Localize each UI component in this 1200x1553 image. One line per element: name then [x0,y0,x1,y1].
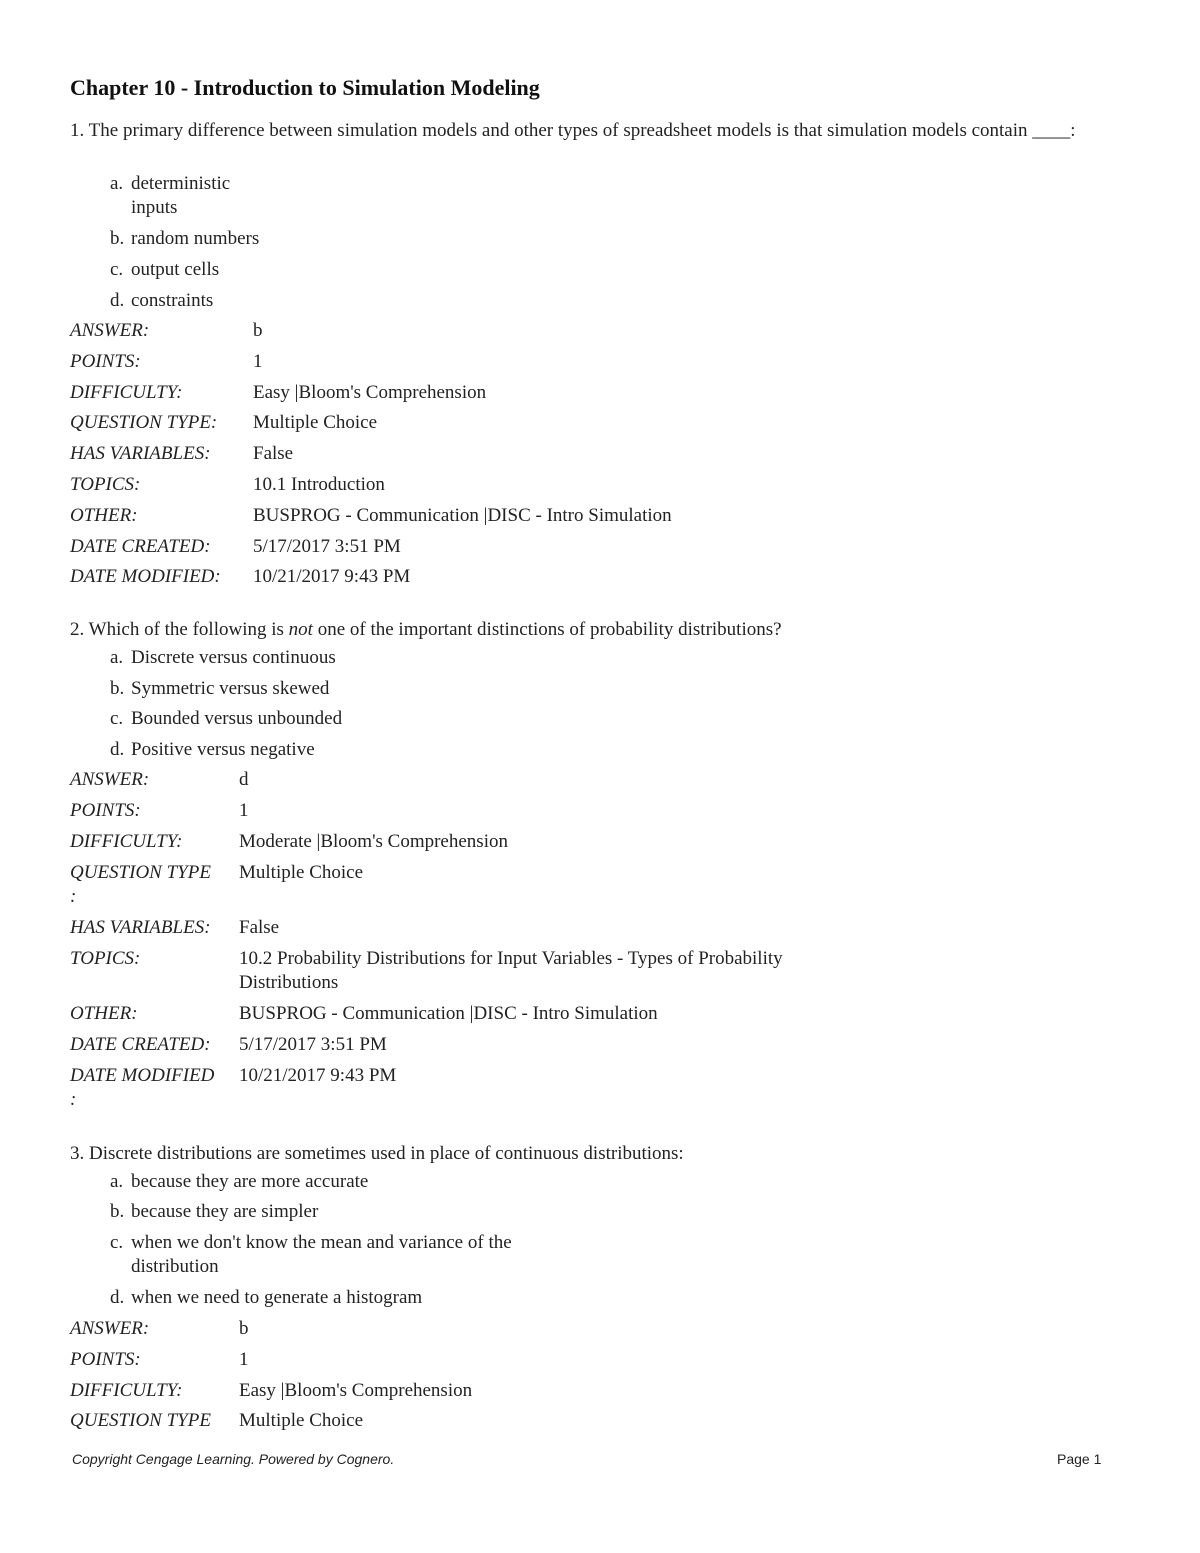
meta-label-answer: ANSWER: [70,769,150,790]
meta-value-topics: 10.2 Probability Distributions for Input Variables - Types of Probability Distributions [239,948,783,993]
option-letter: c. [110,1232,124,1253]
question-text [70,1142,1110,1166]
question-prompt-end: one of the important distinctions of probability distributions? [312,619,782,640]
question-text [70,119,1110,143]
meta-value-other: BUSPROG - Communication |DISC - Intro Simulation [253,505,672,526]
meta-label-points: POINTS: [70,800,141,821]
option-text: because they are more accurate [131,1171,369,1192]
meta-label-answer: ANSWER: [70,1318,150,1339]
meta-value-answer: b [239,1318,249,1339]
option-text: random numbers [131,228,260,249]
meta-value-difficulty: Easy |Bloom's Comprehension [239,1380,473,1401]
question-number: 1. [70,120,85,141]
meta-value-difficulty: Easy |Bloom's Comprehension [253,382,487,403]
meta-label-points: POINTS: [70,1349,141,1370]
option-letter: a. [110,1171,124,1192]
option-text: when we need to generate a histogram [131,1287,423,1308]
meta-value-date-created: 5/17/2017 3:51 PM [239,1034,387,1055]
answer-option [110,1286,422,1310]
meta-label-date-modified: DATE MODIFIED : [70,1065,215,1110]
option-letter: d. [110,739,125,760]
meta-label-topics: TOPICS: [70,474,141,495]
answer-option [110,172,230,220]
chapter-title: Chapter 10 - Introduction to Simulation Modeling [70,75,540,100]
meta-value-date-created: 5/17/2017 3:51 PM [253,536,401,557]
answer-option [110,258,219,282]
answer-option [110,646,336,670]
option-letter: c. [110,708,124,729]
answer-option [110,1231,512,1279]
meta-label-difficulty: DIFFICULTY: [70,382,183,403]
option-letter: b. [110,228,125,249]
meta-value-date-modified: 10/21/2017 9:43 PM [253,566,411,587]
question-number: 2. [70,619,85,640]
option-letter: d. [110,290,125,311]
meta-value-other: BUSPROG - Communication |DISC - Intro Simulation [239,1003,658,1024]
meta-label-question-type: QUESTION TYPE : [70,862,211,907]
option-text: output cells [131,259,220,280]
meta-label-date-created: DATE CREATED: [70,1034,211,1055]
meta-label-date-created: DATE CREATED: [70,536,211,557]
meta-label-points: POINTS: [70,351,141,372]
meta-value-has-variables: False [253,443,294,464]
answer-option [110,677,329,701]
option-text: when we don't know the mean and variance of the distribution [131,1232,512,1277]
option-text: constraints [131,290,214,311]
meta-value-topics: 10.1 Introduction [253,474,385,495]
option-letter: b. [110,1201,125,1222]
meta-label-difficulty: DIFFICULTY: [70,1380,183,1401]
answer-option [110,289,213,313]
meta-label-has-variables: HAS VARIABLES: [70,443,211,464]
answer-option [110,1200,318,1224]
meta-label-difficulty: DIFFICULTY: [70,831,183,852]
option-text: deterministic inputs [131,173,231,218]
option-text: Discrete versus continuous [131,647,336,668]
option-letter: b. [110,678,125,699]
meta-label-question-type: QUESTION TYPE: [70,412,218,433]
meta-value-points: 1 [253,351,263,372]
footer-copyright: Copyright Cengage Learning. Powered by Cognero. [72,1451,395,1467]
meta-value-question-type: Multiple Choice [239,1410,364,1431]
question-number: 3. [70,1143,85,1164]
meta-label-other: OTHER: [70,505,138,526]
answer-option [110,707,342,731]
meta-value-points: 1 [239,1349,249,1370]
meta-label-date-modified: DATE MODIFIED: [70,566,221,587]
option-text: Symmetric versus skewed [131,678,330,699]
meta-value-question-type: Multiple Choice [239,862,364,883]
option-letter: d. [110,1287,125,1308]
meta-label-answer: ANSWER: [70,320,150,341]
meta-value-date-modified: 10/21/2017 9:43 PM [239,1065,397,1086]
meta-value-question-type: Multiple Choice [253,412,378,433]
option-text: Bounded versus unbounded [131,708,343,729]
meta-value-points: 1 [239,800,249,821]
meta-value-answer: b [253,320,263,341]
question-text [70,618,1110,642]
answer-option [110,738,315,762]
answer-option [110,227,259,251]
meta-label-topics: TOPICS: [70,948,141,969]
meta-label-question-type: QUESTION TYPE [70,1410,211,1431]
question-prompt: Which of the following is [88,619,289,640]
option-letter: c. [110,259,124,280]
answer-option [110,1170,368,1194]
footer-page-number: Page 1 [1057,1451,1102,1467]
meta-value-difficulty: Moderate |Bloom's Comprehension [239,831,508,852]
option-text: because they are simpler [131,1201,319,1222]
question-emphasis: not [288,619,313,640]
meta-label-has-variables: HAS VARIABLES: [70,917,211,938]
meta-value-has-variables: False [239,917,280,938]
meta-value-answer: d [239,769,249,790]
option-letter: a. [110,647,124,668]
question-prompt: The primary difference between simulation models and other types of spreadsheet models is that simulation models contain ____: [88,120,1076,141]
question-prompt: Discrete distributions are sometimes used in place of continuous distributions: [89,1143,684,1164]
option-letter: a. [110,173,124,194]
meta-label-other: OTHER: [70,1003,138,1024]
option-text: Positive versus negative [131,739,315,760]
